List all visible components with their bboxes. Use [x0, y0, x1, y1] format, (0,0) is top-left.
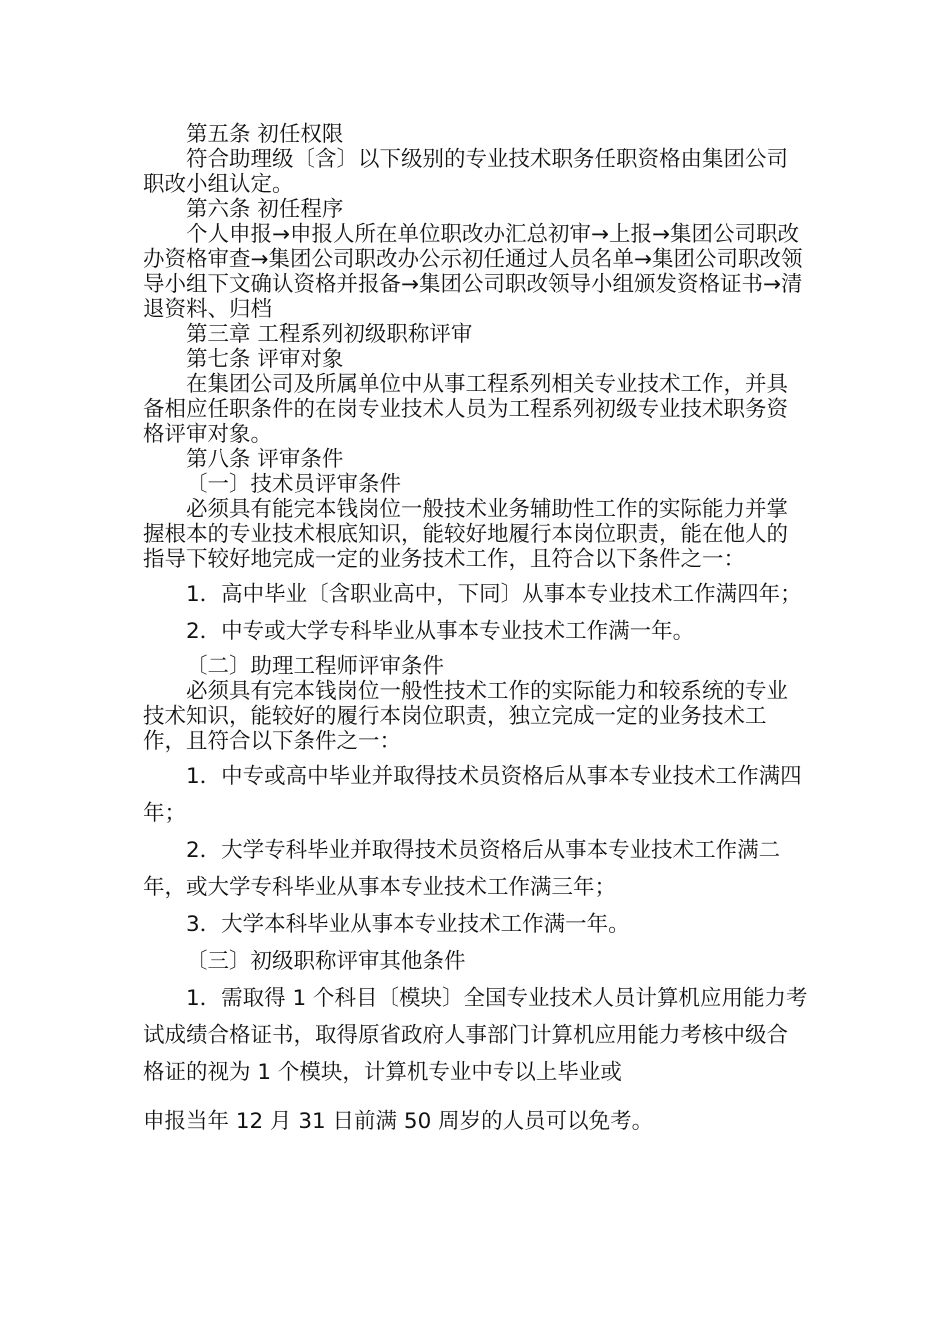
document-page [143, 122, 809, 1140]
section-2-item-1: 1．中专或高中毕业并取得技术员资格后从事本专业技术工作满四年； [143, 764, 802, 826]
article-7-heading: 第七条 评审对象 [186, 347, 344, 372]
section-1-body: 必须具有能完本钱岗位一般技术业务辅助性工作的实际能力并掌握根本的专业技术根底知识，能较好地履行本岗位职责，能在他人的指导下较好地完成一定的业务技术工作，且符合以下条件之一： [143, 497, 789, 572]
article-8-heading: 第八条 评审条件 [186, 447, 344, 472]
section-3-item-1 [143, 980, 809, 1140]
section-1-item-1: 1．高中毕业〔含职业高中，下同〕从事本专业技术工作满四年； [186, 582, 802, 607]
article-5-heading: 第五条 初任权限 [186, 122, 344, 147]
article-5-body: 符合助理级〔含〕以下级别的专业技术职务任职资格由集团公司职改小组认定。 [143, 147, 789, 197]
section-1-item-2: 2．中专或大学专科毕业从事本专业技术工作满一年。 [186, 619, 695, 644]
section-1-heading: 〔一〕技术员评审条件 [186, 472, 402, 497]
chapter-3-heading: 第三章 工程系列初级职称评审 [186, 322, 473, 347]
section-2-item-2: 2．大学专科毕业并取得技术员资格后从事本专业技术工作满二年，或大学专科毕业从事本专业技术工作满三年； [143, 838, 781, 900]
section-3-item-1-text: 1．需取得 1 个科目〔模块〕全国专业技术人员计算机应用能力考试成绩合格证书，取得原省政府人事部门计算机应用能力考核中级合格证的视为 1 个模块，计算机专业中专以上毕业或 [143, 986, 808, 1085]
article-7-body: 在集团公司及所属单位中从事工程系列相关专业技术工作，并具备相应任职条件的在岗专业技术人员为工程系列初级专业技术职务资格评审对象。 [143, 372, 789, 447]
section-2-item-3: 3．大学本科毕业从事本专业技术工作满一年。 [186, 912, 630, 937]
section-2-body: 必须具有完本钱岗位一般性技术工作的实际能力和较系统的专业技术知识，能较好的履行本岗位职责，独立完成一定的业务技术工作，且符合以下条件之一： [143, 679, 789, 754]
section-3-item-1-continued: 申报当年 12 月 31 日前满 50 周岁的人员可以免考。 [143, 1109, 654, 1134]
section-3-heading: 〔三〕初级职称评审其他条件 [186, 949, 466, 974]
section-2-heading: 〔二〕助理工程师评审条件 [186, 654, 445, 679]
article-6-body: 个人申报→申报人所在单位职改办汇总初审→上报→集团公司职改办资格审查→集团公司职改办公示初任通过人员名单→集团公司职改领导小组下文确认资格并报备→集团公司职改领导小组颁发资格证书→清退资料、归档 [143, 222, 803, 322]
article-6-heading: 第六条 初任程序 [186, 197, 344, 222]
